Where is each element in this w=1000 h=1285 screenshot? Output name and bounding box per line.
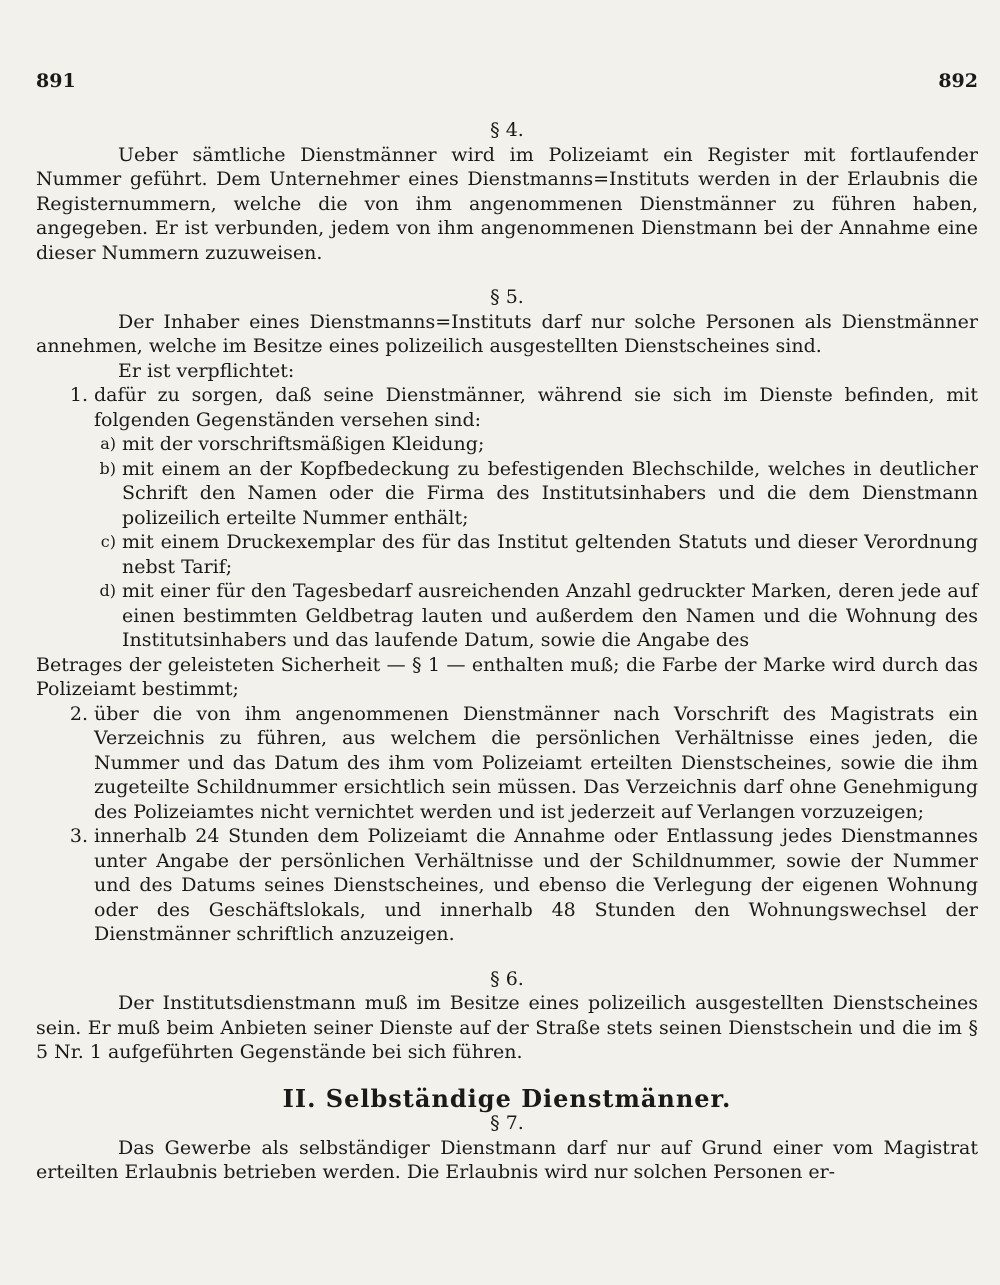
list-item: [36, 383, 978, 432]
section-4-text: Ueber sämtliche Dienstmänner wird im Polizeiamt ein Register mit fortlaufender Nummer geführt. Dem Unternehmer eines Dienstmanns=Instituts werden in der Erlaubnis die Registernummern, welche die von ihm angenommenen Dienstmänner zu führen haben, angegeben. Er ist verbunden, jedem von ihm angenommenen Dienstmann bei der Annahme eine dieser Nummern zuzuweisen.: [36, 143, 978, 264]
list-item-number: 3.: [69, 825, 88, 847]
section-5-obligation: Er ist verpflichtet:: [118, 359, 295, 382]
section-7-text: Das Gewerbe als selbständiger Dienstmann darf nur auf Grund einer vom Magistrat erteilten Erlaubnis betrieben werden. Die Erlaubnis wird nur solchen Personen er-: [36, 1136, 978, 1183]
sub-item-text: mit einer für den Tagesbedarf ausreichenden Anzahl gedruckter Marken, deren jede auf einen bestimmten Geldbetrag lauten und außerdem den Namen und die Wohnung des Institutsinhabers und das laufende Datum, sowie die Angabe des: [122, 580, 978, 651]
page-number-right: 892: [938, 70, 978, 92]
section-5-intro: Der Inhaber eines Dienstmanns=Instituts darf nur solche Personen als Dienstmänner annehmen, welche im Besitze eines polizeilich ausgestellten Dienstscheines sind.: [36, 310, 978, 357]
section-4-heading: § 4.: [490, 119, 524, 141]
section-7-heading: § 7.: [490, 1112, 524, 1134]
page-number-left: 891: [36, 70, 76, 92]
sub-item-text: mit der vorschriftsmäßigen Kleidung;: [122, 433, 485, 455]
sub-item-label: a): [100, 434, 116, 453]
list-item-text: innerhalb 24 Stunden dem Polizeiamt die Annahme oder Entlassung jedes Dienstmannes unter Angabe der persönlichen Verhältnisse und der Schildnummer, sowie der Nummer und des Datums seines Dienstscheines, und ebenso die Verlegung der eigenen Wohnung oder des Geschäftslokals, und innerhalb 48 Stunden den Wohnungswechsel der Dienstmänner schriftlich anzuzeigen.: [94, 825, 978, 945]
sub-item: [88, 457, 978, 531]
sub-item-text: mit einem an der Kopfbedeckung zu befestigenden Blechschilde, welches in deutlicher Schrift den Namen oder die Firma des Institutsinhabers und die dem Dienstmann polizeilich erteilte Nummer enthält;: [122, 457, 978, 529]
section-6-heading: § 6.: [490, 967, 524, 990]
sub-item-label: b): [99, 458, 116, 478]
sub-item: [88, 530, 978, 579]
section-5-heading: § 5.: [490, 286, 524, 308]
section-title: II. Selbständige Dienstmänner.: [282, 1083, 732, 1113]
sub-item: [88, 432, 978, 457]
list-item-number: 2.: [69, 702, 88, 725]
list-item-text: dafür zu sorgen, daß seine Dienstmänner, während sie sich im Dienste befinden, mit folgenden Gegenständen versehen sind:: [94, 384, 978, 431]
sub-item-text: mit einem Druckexemplar des für das Institut geltenden Statuts und dieser Verordnung nebst Tarif;: [122, 531, 978, 578]
list-item-number: 1.: [69, 384, 88, 406]
list-item-tail: Betrages der geleisteten Sicherheit — § 1 — enthalten muß; die Farbe der Marke wird durch das Polizeiamt bestimmt;: [36, 653, 978, 700]
obligation-list: [36, 383, 978, 947]
sub-item: [88, 579, 978, 653]
section-6-text: Der Institutsdienstmann muß im Besitze eines polizeilich ausgestellten Dienstscheines sein. Er muß beim Anbieten seiner Dienste auf der Straße stets seinen Dienstschein und die im § 5 Nr. 1 aufgeführten Gegenstände bei sich führen.: [36, 992, 978, 1063]
list-item-text: über die von ihm angenommenen Dienstmänner nach Vorschrift des Magistrats ein Verzeichnis zu führen, aus welchem die persönlichen Verhältnisse eines jeden, die Nummer und das Datum des ihm vom Polizeiamt erteilten Dienstscheines, sowie die ihm zugeteilte Schildnummer ersichtlich sein müssen. Das Verzeichnis darf ohne Genehmigung des Polizeiamtes nicht vernichtet werden und ist jederzeit auf Verlangen vorzuzeigen;: [94, 702, 978, 823]
list-item: [36, 702, 978, 825]
sub-item-label: c): [100, 532, 116, 551]
list-item: [36, 824, 978, 947]
document-body: [36, 118, 978, 1185]
sub-item-label: d): [99, 581, 116, 600]
